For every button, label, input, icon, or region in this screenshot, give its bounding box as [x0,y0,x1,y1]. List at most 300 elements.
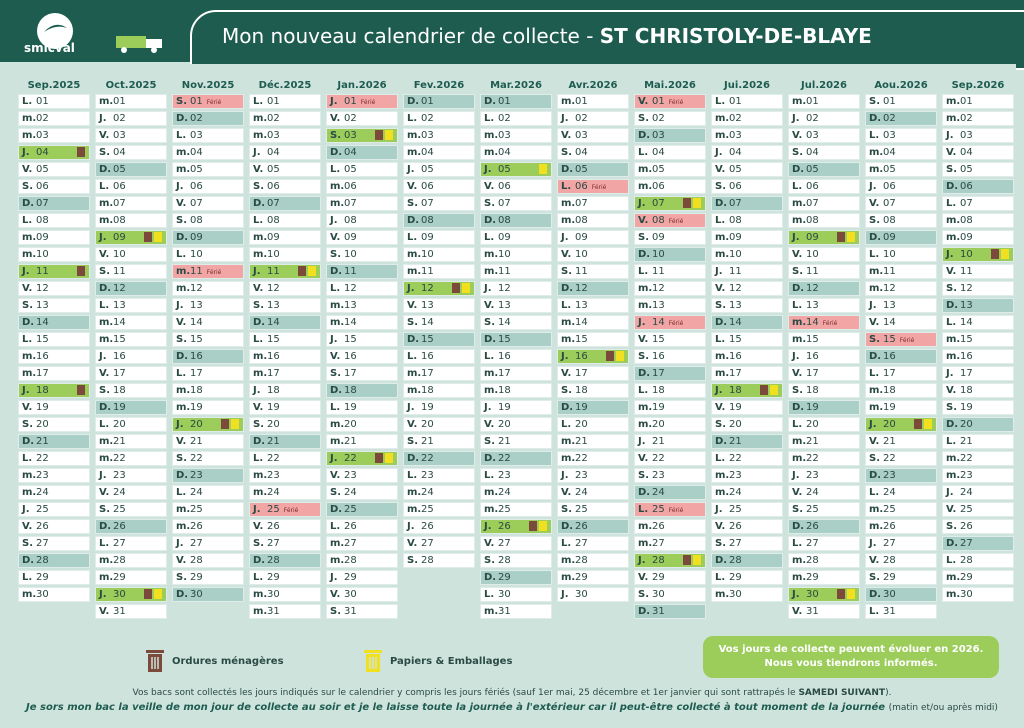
day-number: 06 [421,181,434,192]
day-cell [95,502,167,517]
weekday-letter: V. [561,130,572,141]
weekday-letter: m. [792,198,807,209]
day-number: 08 [806,215,819,226]
day-number: 01 [267,96,280,107]
collection-icons [296,266,316,277]
weekday-letter: V. [946,147,957,158]
day-number: 18 [36,385,49,396]
month-column [18,78,90,604]
day-cell [634,434,706,449]
day-number: 07 [498,198,511,209]
day-cell [557,315,629,330]
day-number: 03 [421,130,434,141]
day-number: 05 [344,164,357,175]
day-cell [711,553,783,568]
day-number: 28 [729,555,742,566]
day-number: 31 [806,606,819,617]
weekday-letter: S. [484,436,496,447]
day-cell [788,213,860,228]
day-number: 08 [883,215,896,226]
day-number: 01 [421,96,434,107]
day-cell [711,128,783,143]
weekday-letter: D. [176,232,189,243]
weekday-letter: S. [869,215,881,226]
weekday-letter: D. [715,555,728,566]
day-cell [172,213,244,228]
day-number: 08 [652,215,665,226]
weekday-letter: D. [253,436,266,447]
day-number: 30 [883,589,896,600]
weekday-letter: D. [561,521,574,532]
weekday-letter: J. [561,589,569,600]
day-cell [326,485,398,500]
ferie-label: Férié [668,218,684,225]
day-cell [557,230,629,245]
weekday-letter: m. [869,385,884,396]
day-cell [18,553,90,568]
day-cell [403,264,475,279]
day-cell [711,332,783,347]
day-cell [95,604,167,619]
day-number: 25 [36,504,49,515]
weekday-letter: L. [22,453,33,464]
weekday-letter: S. [561,266,573,277]
day-cell [326,587,398,602]
day-cell [172,145,244,160]
day-number: 03 [729,130,742,141]
day-cell [865,587,937,602]
collection-icons [912,419,932,430]
day-number: 23 [113,470,126,481]
day-number: 15 [36,334,49,345]
day-number: 01 [652,96,665,107]
day-number: 24 [190,487,203,498]
weekday-letter: S. [407,555,419,566]
day-number: 15 [421,334,434,345]
day-number: 20 [113,419,126,430]
day-cell [865,298,937,313]
day-number: 18 [498,385,511,396]
weekday-letter: V. [561,368,572,379]
weekday-letter: J. [715,385,723,396]
day-number: 12 [113,283,126,294]
day-number: 15 [190,334,203,345]
day-number: 25 [575,504,588,515]
day-number: 09 [498,232,511,243]
day-number: 02 [267,113,280,124]
day-number: 24 [806,487,819,498]
day-number: 14 [652,317,665,328]
weekday-letter: J. [484,402,492,413]
day-number: 02 [883,113,896,124]
day-cell [326,298,398,313]
day-number: 31 [113,606,126,617]
day-cell [249,400,321,415]
weekday-letter: J. [99,351,107,362]
day-number: 14 [267,317,280,328]
day-cell [711,536,783,551]
weekday-letter: m. [869,164,884,175]
day-number: 19 [421,402,434,413]
weekday-letter: J. [253,504,261,515]
weekday-letter: m. [176,283,191,294]
day-cell [634,247,706,262]
weekday-letter: m. [22,487,37,498]
day-cell [788,94,860,109]
weekday-letter: J. [484,521,492,532]
day-number: 19 [883,402,896,413]
weekday-letter: D. [638,130,651,141]
day-cell [788,128,860,143]
day-number: 21 [190,436,203,447]
day-number: 22 [652,453,665,464]
day-number: 13 [806,300,819,311]
day-cell [172,179,244,194]
day-cell [480,383,552,398]
day-cell [788,298,860,313]
day-cell [326,162,398,177]
day-cell [711,281,783,296]
day-number: 20 [344,419,357,430]
weekday-letter: m. [99,198,114,209]
day-cell [480,264,552,279]
day-number: 17 [190,368,203,379]
weekday-letter: S. [484,198,496,209]
day-cell [788,349,860,364]
weekday-letter: m. [22,113,37,124]
day-number: 07 [652,198,665,209]
weekday-letter: D. [946,538,959,549]
month-header: Aou.2026 [874,80,928,91]
weekday-letter: D. [330,385,343,396]
day-number: 02 [960,113,973,124]
day-number: 15 [498,334,511,345]
day-number: 04 [113,147,126,158]
weekday-letter: V. [330,589,341,600]
collection-icons [989,249,1009,260]
weekday-letter: D. [484,215,497,226]
day-cell [326,264,398,279]
day-cell [480,468,552,483]
day-cell [557,332,629,347]
weekday-letter: m. [715,351,730,362]
day-cell [711,366,783,381]
day-cell [249,213,321,228]
weekday-letter: J. [638,436,646,447]
weekday-letter: D. [869,351,882,362]
day-cell [557,179,629,194]
day-cell [249,468,321,483]
day-cell [788,570,860,585]
day-cell [326,349,398,364]
day-number: 10 [421,249,434,260]
day-number: 26 [575,521,588,532]
day-number: 26 [421,521,434,532]
day-cell [480,434,552,449]
weekday-letter: J. [407,164,415,175]
weekday-letter: L. [407,351,418,362]
day-number: 06 [113,181,126,192]
day-cell [557,485,629,500]
day-cell [249,604,321,619]
day-cell [942,366,1014,381]
day-cell [95,196,167,211]
weekday-letter: m. [638,164,653,175]
weekday-letter: D. [253,198,266,209]
trash-bin-icon [837,589,845,599]
trash-bin-icon [375,130,383,140]
month-header: Jan.2026 [337,80,387,91]
weekday-letter: S. [99,266,111,277]
weekday-letter: m. [946,453,961,464]
day-number: 14 [575,317,588,328]
truck-icon [114,30,170,54]
weekday-letter: m. [330,436,345,447]
weekday-letter: m. [253,606,268,617]
recycling-bin-icon [154,589,162,599]
day-number: 18 [113,385,126,396]
day-number: 16 [267,351,280,362]
weekday-letter: m. [715,368,730,379]
day-cell [634,179,706,194]
collection-icons [219,419,239,430]
month-column [557,78,629,604]
day-cell [18,349,90,364]
day-cell [634,417,706,432]
day-cell [18,451,90,466]
month-header: Oct.2025 [105,80,157,91]
weekday-letter: D. [176,113,189,124]
day-cell [480,417,552,432]
day-number: 11 [421,266,434,277]
day-cell [172,264,244,279]
weekday-letter: D. [792,283,805,294]
collection-icons [373,130,393,141]
day-cell [172,553,244,568]
day-cell [711,247,783,262]
day-number: 05 [36,164,49,175]
day-number: 12 [498,283,511,294]
trash-bin-icon [77,147,85,157]
day-number: 28 [113,555,126,566]
day-cell [942,247,1014,262]
day-cell [557,298,629,313]
day-cell [865,451,937,466]
weekday-letter: J. [484,164,492,175]
day-cell [326,417,398,432]
day-number: 06 [575,181,588,192]
day-number: 30 [113,589,126,600]
day-number: 19 [344,402,357,413]
day-cell [557,468,629,483]
day-number: 12 [344,283,357,294]
day-number: 17 [36,368,49,379]
day-cell [326,332,398,347]
day-number: 04 [267,147,280,158]
day-number: 26 [344,521,357,532]
day-number: 28 [344,555,357,566]
day-cell [18,213,90,228]
day-cell [326,366,398,381]
weekday-letter: m. [253,130,268,141]
weekday-letter: S. [176,572,188,583]
day-number: 30 [267,589,280,600]
day-number: 05 [575,164,588,175]
day-number: 31 [267,606,280,617]
day-number: 03 [36,130,49,141]
day-cell [326,553,398,568]
day-number: 02 [575,113,588,124]
day-cell [788,434,860,449]
day-number: 07 [36,198,49,209]
day-number: 27 [36,538,49,549]
weekday-letter: m. [638,538,653,549]
weekday-letter: m. [253,487,268,498]
day-number: 14 [190,317,203,328]
weekday-letter: J. [561,113,569,124]
weekday-letter: S. [176,215,188,226]
day-number: 23 [652,470,665,481]
weekday-letter: m. [561,453,576,464]
day-cell [403,213,475,228]
day-number: 30 [344,589,357,600]
day-cell [326,315,398,330]
day-number: 30 [498,589,511,600]
weekday-letter: m. [792,453,807,464]
day-number: 26 [806,521,819,532]
weekday-letter: m. [407,368,422,379]
day-cell [480,349,552,364]
weekday-letter: J. [792,589,800,600]
day-cell [249,111,321,126]
day-number: 03 [806,130,819,141]
trash-bin-icon [77,266,85,276]
day-number: 04 [806,147,819,158]
day-number: 12 [806,283,819,294]
collection-icons [835,589,855,600]
day-cell [172,128,244,143]
day-cell [326,570,398,585]
weekday-letter: L. [561,419,572,430]
weekday-letter: D. [561,164,574,175]
day-cell [557,264,629,279]
day-number: 17 [267,368,280,379]
weekday-letter: m. [253,368,268,379]
day-cell [249,349,321,364]
weekday-letter: m. [176,266,191,277]
weekday-letter: m. [330,300,345,311]
day-cell [95,213,167,228]
weekday-letter: V. [869,198,880,209]
weekday-letter: L. [869,487,880,498]
weekday-letter: L. [253,453,264,464]
day-cell [95,451,167,466]
day-cell [18,519,90,534]
weekday-letter: V. [253,402,264,413]
month-header: Fev.2026 [413,80,465,91]
weekday-letter: J. [792,113,800,124]
day-cell [480,553,552,568]
weekday-letter: m. [407,487,422,498]
weekday-letter: J. [638,555,646,566]
day-number: 29 [806,572,819,583]
day-cell [172,587,244,602]
day-cell [634,451,706,466]
day-number: 15 [652,334,665,345]
day-number: 03 [960,130,973,141]
day-cell [711,298,783,313]
day-number: 20 [883,419,896,430]
trash-bin-icon [837,232,845,242]
weekday-letter: m. [561,215,576,226]
day-number: 16 [190,351,203,362]
weekday-letter: m. [715,249,730,260]
weekday-letter: m. [99,572,114,583]
day-number: 07 [729,198,742,209]
day-cell [634,196,706,211]
day-cell [634,468,706,483]
weekday-letter: V. [22,164,33,175]
weekday-letter: D. [330,266,343,277]
day-cell [634,298,706,313]
weekday-letter: J. [253,266,261,277]
day-cell [95,94,167,109]
weekday-letter: m. [407,147,422,158]
day-cell [634,587,706,602]
day-cell [95,383,167,398]
weekday-letter: m. [484,368,499,379]
weekday-letter: S. [22,181,34,192]
day-number: 26 [729,521,742,532]
day-cell [711,502,783,517]
day-number: 01 [113,96,126,107]
day-number: 27 [960,538,973,549]
day-cell [557,162,629,177]
month-header: Avr.2026 [568,80,618,91]
day-number: 24 [498,487,511,498]
weekday-letter: S. [407,436,419,447]
day-cell [172,536,244,551]
trash-bin-icon [375,453,383,463]
day-cell [942,519,1014,534]
day-number: 18 [729,385,742,396]
weekday-letter: L. [869,249,880,260]
day-number: 09 [575,232,588,243]
day-number: 28 [652,555,665,566]
weekday-letter: J. [715,147,723,158]
weekday-letter: m. [99,96,114,107]
recycling-bin-icon [385,453,393,463]
weekday-letter: D. [253,317,266,328]
weekday-letter: V. [715,402,726,413]
collection-icons [142,589,162,600]
day-number: 15 [267,334,280,345]
day-number: 03 [575,130,588,141]
day-number: 06 [267,181,280,192]
day-cell [480,145,552,160]
weekday-letter: L. [407,113,418,124]
weekday-letter: m. [407,249,422,260]
day-number: 23 [806,470,819,481]
month-header: Sep.2026 [951,80,1005,91]
day-cell [403,145,475,160]
recycling-bin-icon [770,385,778,395]
weekday-letter: V. [561,487,572,498]
day-number: 28 [421,555,434,566]
weekday-letter: S. [638,589,650,600]
day-number: 28 [883,555,896,566]
day-number: 19 [36,402,49,413]
